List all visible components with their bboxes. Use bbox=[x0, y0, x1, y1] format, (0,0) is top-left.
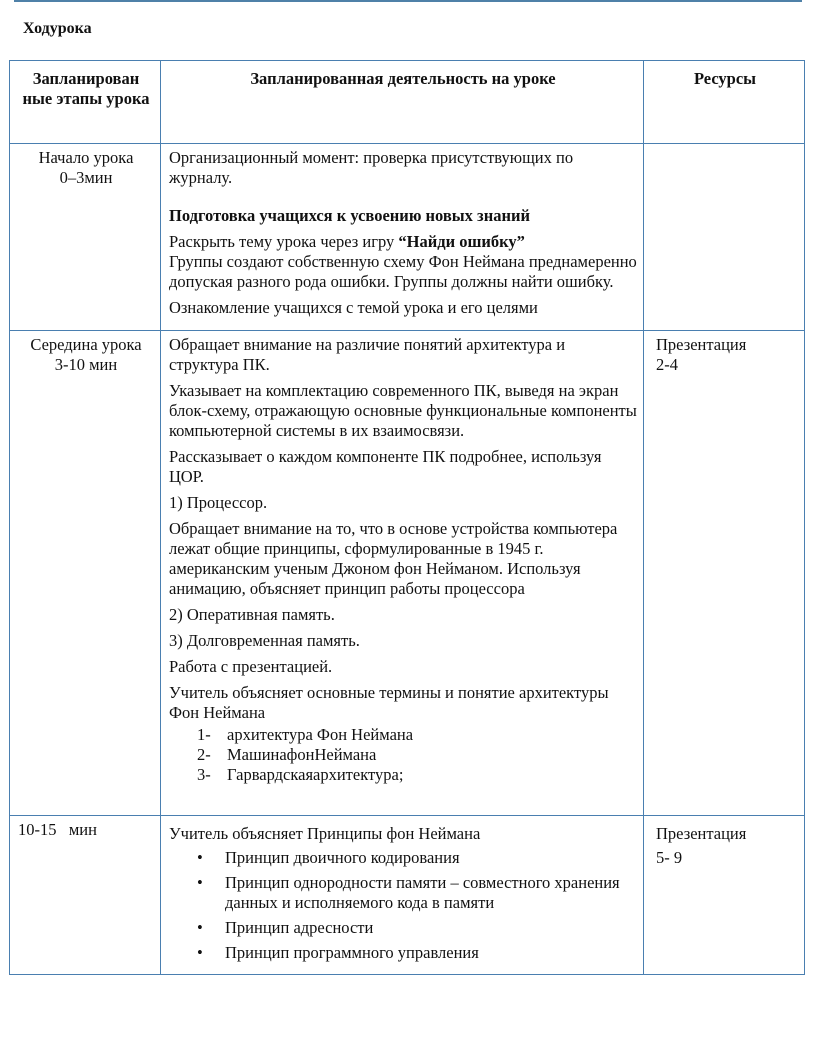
list-number: 1- bbox=[197, 725, 211, 744]
header-planned-stages: Запланирован ные этапы урока bbox=[10, 61, 161, 144]
list-item bbox=[169, 725, 637, 745]
header-planned-activity: Запланированная деятельность на уроке bbox=[161, 61, 644, 144]
lesson-plan-table bbox=[9, 60, 805, 975]
activity-paragraph: 2) Оперативная память. bbox=[169, 605, 335, 624]
table-header-row bbox=[10, 61, 805, 144]
list-text: архитектура Фон Неймана bbox=[227, 725, 414, 744]
list-item: • Принцип однородности памяти – совместного хранения данных и исполняемого кода в памяти bbox=[169, 873, 637, 913]
list-text: Гарвардскаяархитектура; bbox=[227, 765, 404, 784]
text-span: Раскрыть тему урока через игру bbox=[169, 232, 399, 251]
resource-slides: 2-4 bbox=[656, 355, 678, 374]
resource-name: Презентация bbox=[656, 335, 747, 354]
terms-list bbox=[169, 725, 637, 785]
stage-cell bbox=[10, 144, 161, 331]
resource-name: Презентация bbox=[656, 824, 747, 843]
table-row bbox=[10, 816, 805, 975]
stage-time: 3-10 мин bbox=[54, 355, 118, 374]
activity-subheading: Подготовка учащихся к усвоению новых знаний bbox=[169, 206, 530, 225]
stage-name: Начало урока bbox=[38, 148, 134, 167]
list-item: • Принцип адресности bbox=[169, 918, 637, 938]
activity-paragraph: Организационный момент: проверка присутствующих по журналу. bbox=[169, 148, 574, 187]
activity-paragraph: Работа с презентацией. bbox=[169, 657, 333, 676]
list-item: • Принцип двоичного кодирования bbox=[169, 848, 637, 868]
list-number: 3- bbox=[197, 765, 211, 784]
activity-paragraph: Указывает на комплектацию современного ПК, выведя на экран блок-схему, отражающую основные функциональные компоненты компьютерной системы в их взаимосвязи. bbox=[169, 381, 637, 440]
activity-cell bbox=[161, 144, 644, 331]
stage-time: 0–3мин bbox=[59, 168, 113, 187]
list-text: МашинафонНеймана bbox=[227, 745, 377, 764]
resources-cell bbox=[644, 816, 805, 975]
top-divider-line bbox=[14, 0, 802, 2]
activity-cell bbox=[161, 331, 644, 816]
activity-cell bbox=[161, 816, 644, 975]
activity-paragraph: Ознакомление учащихся с темой урока и его целями bbox=[169, 298, 538, 317]
list-item: • Принцип программного управления bbox=[169, 943, 637, 963]
activity-paragraph: 1) Процессор. bbox=[169, 493, 268, 512]
list-number: 2- bbox=[197, 745, 211, 764]
game-title: “Найди ошибку” bbox=[398, 232, 525, 251]
activity-paragraph: Учитель объясняет основные термины и понятие архитектуры Фон Неймана bbox=[169, 683, 609, 722]
activity-paragraph: Обращает внимание на то, что в основе устройства компьютера лежат общие принципы, сформулированные в 1945 г. американским ученым Джоном фон Нейманом. Используя анимацию, объясняет принцип работы процессора bbox=[169, 519, 618, 598]
stage-cell bbox=[10, 331, 161, 816]
text-span: Группы создают собственную схему Фон Неймана преднамеренно допуская разного рода ошибки. Группы должны найти ошибку. bbox=[169, 252, 637, 291]
section-heading: Ходурока bbox=[23, 20, 92, 37]
table-row bbox=[10, 331, 805, 816]
table-row bbox=[10, 144, 805, 331]
stage-cell bbox=[10, 816, 161, 975]
activity-paragraph: Учитель объясняет Принципы фон Неймана bbox=[169, 824, 481, 843]
header-resources: Ресурсы bbox=[644, 61, 805, 144]
stage-time: 10-15 мин bbox=[18, 820, 97, 839]
resources-cell bbox=[644, 331, 805, 816]
stage-name: Середина урока bbox=[30, 335, 142, 354]
activity-paragraph bbox=[169, 232, 637, 292]
activity-paragraph: Обращает внимание на различие понятий архитектура и структура ПК. bbox=[169, 335, 566, 374]
resources-cell bbox=[644, 144, 805, 331]
activity-paragraph: 3) Долговременная память. bbox=[169, 631, 360, 650]
principles-list bbox=[169, 848, 637, 963]
list-item bbox=[169, 745, 637, 765]
resource-slides: 5- 9 bbox=[656, 848, 683, 867]
list-item bbox=[169, 765, 637, 785]
activity-paragraph: Рассказывает о каждом компоненте ПК подробнее, используя ЦОР. bbox=[169, 447, 602, 486]
